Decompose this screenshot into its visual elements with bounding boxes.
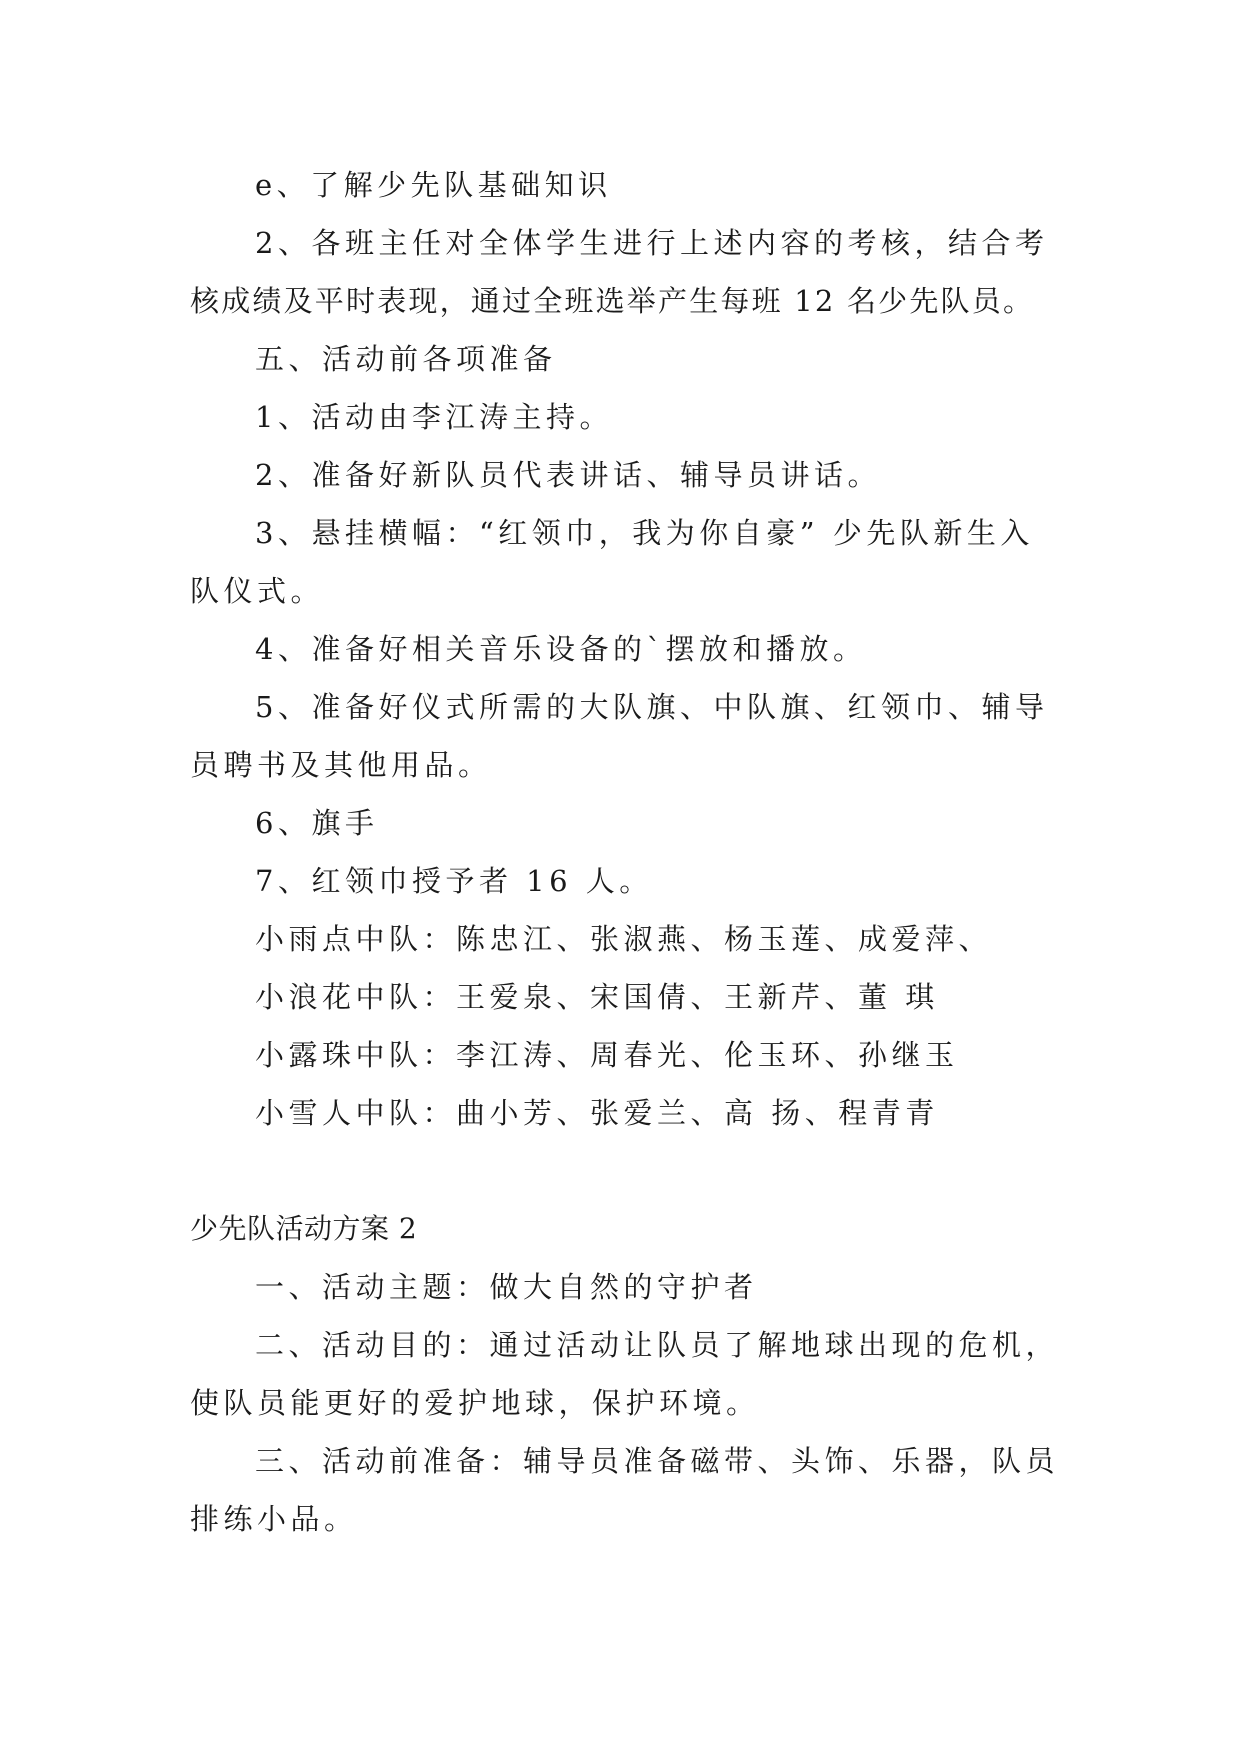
text-line: 5、准备好仪式所需的大队旗、中队旗、红领巾、辅导 xyxy=(255,690,1049,724)
text-line: 3、悬挂横幅：“红领巾，我为你自豪” 少先队新生入 xyxy=(255,516,1034,550)
text-line: 4、准备好相关音乐设备的`摆放和播放。 xyxy=(255,632,867,666)
text-line: e、了解少先队基础知识 xyxy=(255,168,612,202)
document-title: 少先队活动方案 2 xyxy=(190,1212,418,1245)
text-line: 二、活动目的：通过活动让队员了解地球出现的危机， xyxy=(255,1328,1060,1362)
text-line: 6、旗手 xyxy=(255,806,379,840)
text-line: 1、活动由李江涛主持。 xyxy=(255,400,613,434)
squad-list-line: 小雪人中队：曲小芳、张爱兰、高 扬、程青青 xyxy=(255,1096,939,1130)
section-heading: 五、活动前各项准备 xyxy=(255,342,557,376)
text-line: 一、活动主题：做大自然的守护者 xyxy=(255,1270,758,1304)
text-line: 7、红领巾授予者 16 人。 xyxy=(255,864,653,898)
text-line: 2、各班主任对全体学生进行上述内容的考核，结合考 xyxy=(255,226,1049,260)
text-line: 员聘书及其他用品。 xyxy=(190,748,492,782)
text-line: 核成绩及平时表现，通过全班选举产生每班 12 名少先队员。 xyxy=(190,284,1035,318)
text-line: 2、准备好新队员代表讲话、辅导员讲话。 xyxy=(255,458,881,492)
squad-list-line: 小浪花中队：王爱泉、宋国倩、王新芹、董 琪 xyxy=(255,980,939,1014)
text-line: 队仪式。 xyxy=(190,574,325,608)
text-line: 使队员能更好的爱护地球，保护环境。 xyxy=(190,1386,760,1420)
squad-list-line: 小雨点中队：陈忠江、张淑燕、杨玉莲、成爱萍、 xyxy=(255,922,993,956)
text-line: 三、活动前准备：辅导员准备磁带、头饰、乐器，队员 xyxy=(255,1444,1060,1478)
squad-list-line: 小露珠中队：李江涛、周春光、伦玉环、孙继玉 xyxy=(255,1038,959,1072)
text-line: 排练小品。 xyxy=(190,1502,358,1536)
